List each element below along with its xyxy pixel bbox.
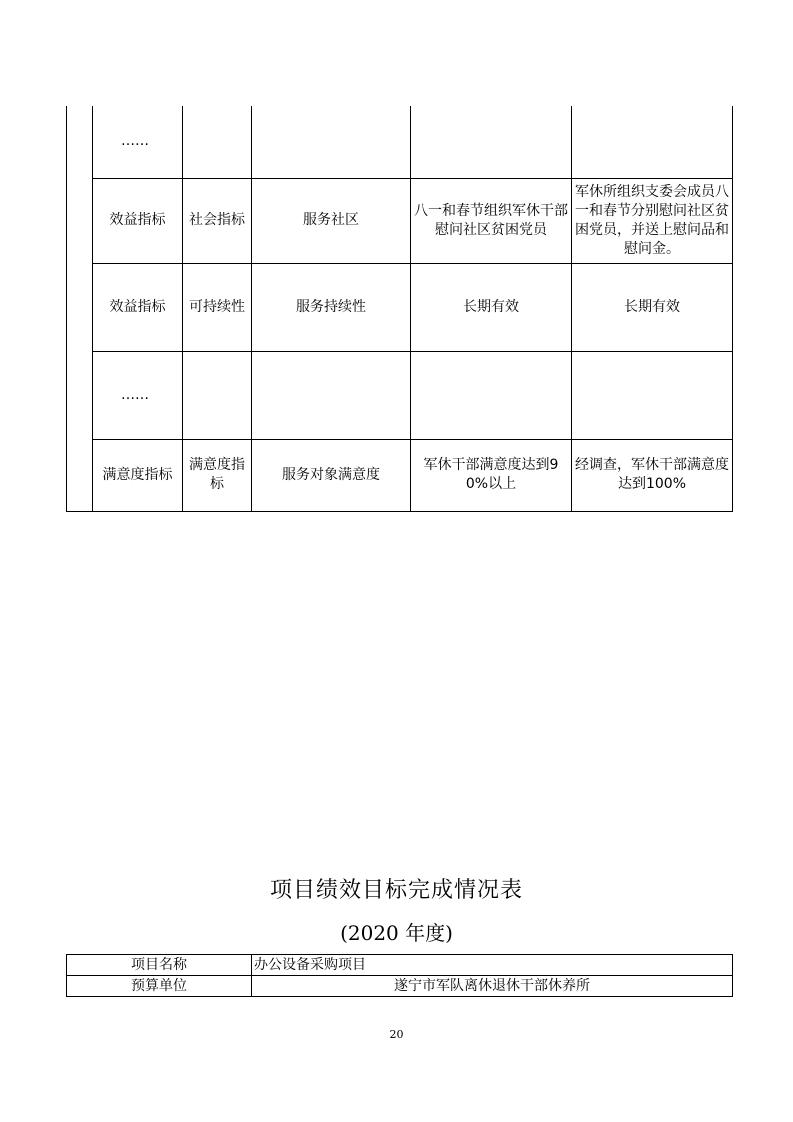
outer-category-cell bbox=[67, 106, 93, 511]
level3-cell bbox=[252, 106, 411, 178]
table-row bbox=[67, 106, 733, 178]
level2-cell: 可持续性 bbox=[183, 263, 252, 351]
budget-unit-label: 预算单位 bbox=[67, 976, 252, 997]
actual-cell bbox=[572, 106, 733, 178]
table-row bbox=[67, 178, 733, 263]
budget-unit-value: 遂宁市军队离休退休干部休养所 bbox=[252, 976, 733, 997]
project-info-table bbox=[66, 954, 733, 997]
target-cell: 军休干部满意度达到90%以上 bbox=[411, 439, 572, 511]
level3-cell: 服务对象满意度 bbox=[252, 439, 411, 511]
page-number: 20 bbox=[389, 1028, 404, 1041]
level2-cell bbox=[183, 351, 252, 439]
target-cell: 八一和春节组织军休干部慰问社区贫困党员 bbox=[411, 178, 572, 263]
target-cell: 长期有效 bbox=[411, 263, 572, 351]
level1-cell: 满意度指标 bbox=[93, 439, 183, 511]
actual-cell: 军休所组织支委会成员八一和春节分别慰问社区贫困党员，并送上慰问品和慰问金。 bbox=[572, 178, 733, 263]
actual-cell: 经调查，军休干部满意度达到100% bbox=[572, 439, 733, 511]
level1-cell: …… bbox=[93, 351, 183, 439]
section-title: 项目绩效目标完成情况表 bbox=[269, 878, 523, 903]
level3-cell: 服务社区 bbox=[252, 178, 411, 263]
level3-cell: 服务持续性 bbox=[252, 263, 411, 351]
actual-cell: 长期有效 bbox=[572, 263, 733, 351]
level2-cell: 社会指标 bbox=[183, 178, 252, 263]
project-name-label: 项目名称 bbox=[67, 955, 252, 976]
table-row bbox=[67, 439, 733, 511]
level1-cell: …… bbox=[93, 106, 183, 178]
indicator-table bbox=[66, 106, 733, 512]
level1-cell: 效益指标 bbox=[93, 178, 183, 263]
target-cell bbox=[411, 106, 572, 178]
level1-cell: 效益指标 bbox=[93, 263, 183, 351]
actual-cell bbox=[572, 351, 733, 439]
level2-cell bbox=[183, 106, 252, 178]
table-row bbox=[67, 263, 733, 351]
table-row bbox=[67, 955, 733, 976]
project-name-value: 办公设备采购项目 bbox=[252, 955, 733, 976]
section-subtitle: (2020 年度) bbox=[340, 921, 453, 945]
table-row bbox=[67, 976, 733, 997]
level3-cell bbox=[252, 351, 411, 439]
level2-cell: 满意度指标 bbox=[183, 439, 252, 511]
table-row bbox=[67, 351, 733, 439]
target-cell bbox=[411, 351, 572, 439]
